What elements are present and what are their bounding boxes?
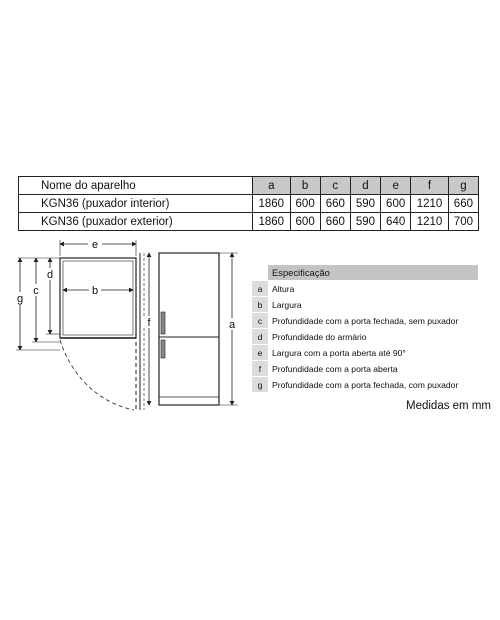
spec-label: Altura [268, 281, 478, 297]
value-cell-g: 660 [448, 195, 478, 213]
spec-key: e [252, 345, 268, 361]
value-cell-f: 1210 [411, 195, 449, 213]
spec-key: c [252, 313, 268, 329]
list-item [252, 329, 478, 345]
specification-header-row [252, 265, 478, 281]
label-f: f [147, 317, 151, 329]
list-item [252, 361, 478, 377]
value-cell-g: 700 [448, 213, 478, 231]
value-cell-a: 1860 [253, 195, 291, 213]
value-cell-c: 660 [320, 195, 350, 213]
door-swing-arc [60, 340, 134, 410]
spec-label: Profundidade com a porta fechada, sem puxador [268, 313, 478, 329]
header-cell-g: g [448, 177, 478, 195]
model-name-cell: KGN36 (puxador exterior) [19, 213, 253, 231]
value-cell-d: 590 [350, 195, 380, 213]
list-item [252, 345, 478, 361]
cabinet-top-outline [60, 258, 136, 338]
value-cell-f: 1210 [411, 213, 449, 231]
spec-label: Profundidade do armário [268, 329, 478, 345]
label-d: d [46, 269, 54, 281]
label-e: e [91, 239, 99, 251]
spec-label: Profundidade com a porta fechada, com puxador [268, 377, 478, 393]
spec-key: b [252, 297, 268, 313]
value-cell-b: 600 [290, 213, 320, 231]
upper-handle-icon [161, 312, 165, 334]
top-view [14, 238, 144, 410]
spec-key: f [252, 361, 268, 377]
header-cell-name: Nome do aparelho [19, 177, 253, 195]
appliance-front-outline [159, 253, 219, 405]
list-item [252, 377, 478, 393]
label-a: a [228, 319, 236, 331]
header-cell-d: d [350, 177, 380, 195]
spec-key: d [252, 329, 268, 345]
spec-label: Profundidade com a porta aberta [268, 361, 478, 377]
value-cell-a: 1860 [253, 213, 291, 231]
value-cell-c: 660 [320, 213, 350, 231]
header-cell-e: e [381, 177, 411, 195]
header-cell-c: c [320, 177, 350, 195]
lower-handle-icon [161, 340, 165, 358]
list-item [252, 313, 478, 329]
label-c: c [33, 285, 39, 297]
header-cell-b: b [290, 177, 320, 195]
value-cell-e: 600 [381, 195, 411, 213]
header-cell-a: a [253, 177, 291, 195]
list-item [252, 297, 478, 313]
value-cell-d: 590 [350, 213, 380, 231]
label-b: b [91, 285, 99, 297]
value-cell-b: 600 [290, 195, 320, 213]
specification-table [252, 265, 478, 393]
specification-title: Especificação [268, 265, 478, 281]
units-note: Medidas em mm [406, 400, 491, 412]
spec-label: Largura com a porta aberta até 90° [268, 345, 478, 361]
spec-key: a [252, 281, 268, 297]
label-g: g [16, 293, 24, 305]
spec-key: g [252, 377, 268, 393]
header-cell-f: f [411, 177, 449, 195]
front-view [143, 253, 238, 405]
cabinet-inner-outline [63, 261, 133, 335]
model-name-cell: KGN36 (puxador interior) [19, 195, 253, 213]
spec-label: Largura [268, 297, 478, 313]
list-item [252, 281, 478, 297]
value-cell-e: 640 [381, 213, 411, 231]
